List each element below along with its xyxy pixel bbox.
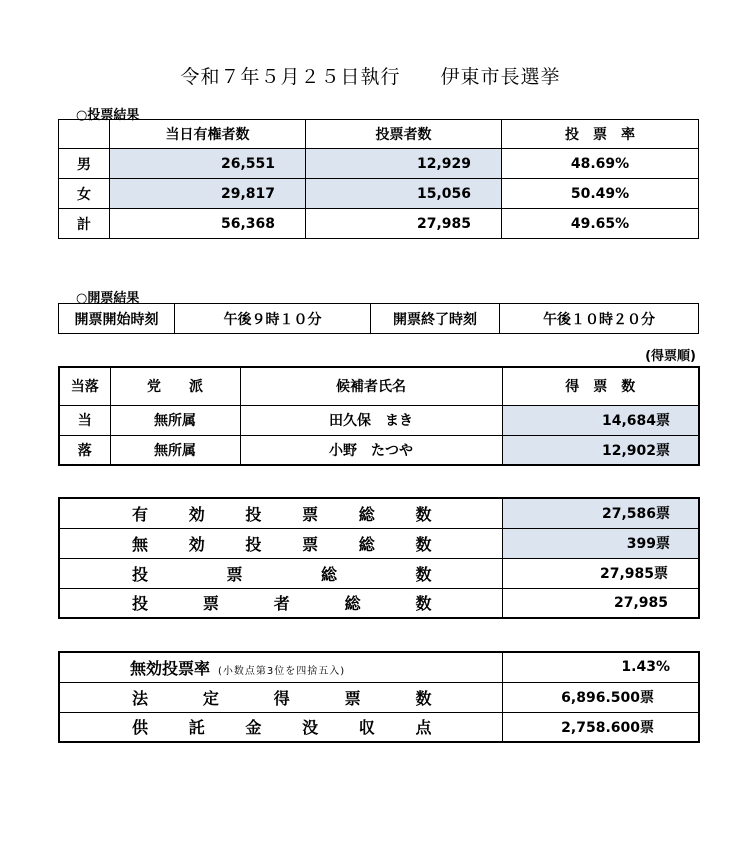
label-char: 票 <box>302 534 319 554</box>
order-note: (得票順) <box>645 349 696 364</box>
total-label <box>59 528 502 558</box>
label-char: 託 <box>188 718 205 738</box>
misc-table <box>58 651 700 743</box>
candidate-name: 田久保 まき <box>240 405 502 435</box>
legal-votes-value: 6,896.500票 <box>502 682 699 712</box>
total-votes-label <box>60 562 502 585</box>
label-char: 者 <box>273 594 290 614</box>
total-votes-value: 27,985票 <box>502 558 699 588</box>
invalid-rate-note: (小数点第3位を四捨五入) <box>218 665 346 677</box>
result-cell: 落 <box>59 435 110 465</box>
total-label <box>59 558 502 588</box>
invalid-rate-value: 1.43% <box>502 652 699 682</box>
vote-count: 14,684票 <box>502 405 699 435</box>
count-end-time: 午後１０時２０分 <box>500 304 699 334</box>
total-voters-value: 27,985 <box>502 588 699 618</box>
label-char: 総 <box>344 594 361 614</box>
label-char: 効 <box>188 534 205 554</box>
deposit-value: 2,758.600票 <box>502 712 699 742</box>
label-char: 得 <box>273 688 290 708</box>
label-char: 投 <box>132 564 149 584</box>
header-cell: 候補者氏名 <box>240 367 502 405</box>
label-char: 投 <box>245 504 262 524</box>
header-cell <box>59 120 110 149</box>
result-cell: 当 <box>59 405 110 435</box>
label-char: 定 <box>202 688 219 708</box>
table-row <box>59 149 699 179</box>
table-row <box>59 652 699 682</box>
label-char: 供 <box>132 718 149 738</box>
label-char: 有 <box>132 504 149 524</box>
turnout-rate: 48.69% <box>502 149 699 179</box>
total-voters-label <box>60 591 502 614</box>
label-char: 金 <box>245 718 262 738</box>
header-cell: 当日有権者数 <box>110 120 306 149</box>
header-cell: 投票者数 <box>306 120 502 149</box>
header-cell: 党 派 <box>110 367 240 405</box>
party-cell: 無所属 <box>110 435 240 465</box>
count-section-label: ○開票結果 <box>76 291 140 306</box>
count-time-table <box>58 303 699 334</box>
label-char: 投 <box>132 594 149 614</box>
count-start-time: 午後９時１０分 <box>175 304 371 334</box>
vote-section-label: ○投票結果 <box>76 108 140 123</box>
eligible-count: 29,817 <box>110 179 306 209</box>
voter-count: 12,929 <box>306 149 502 179</box>
table-row <box>59 712 699 742</box>
label-char: 法 <box>132 688 149 708</box>
vote-results-table <box>58 119 699 239</box>
table-row <box>59 528 699 558</box>
count-end-label: 開票終了時刻 <box>371 304 500 334</box>
label-char: 投 <box>245 534 262 554</box>
label-char: 票 <box>226 564 243 584</box>
label-char: 効 <box>188 504 205 524</box>
page-title: 令和７年５月２５日執行 伊東市長選挙 <box>180 66 561 88</box>
label-char: 総 <box>358 504 375 524</box>
deposit-label <box>60 715 502 738</box>
label-char: 票 <box>302 504 319 524</box>
label-char: 収 <box>358 718 375 738</box>
table-row <box>59 304 699 334</box>
legal-votes-label <box>60 686 502 709</box>
eligible-count: 26,551 <box>110 149 306 179</box>
invalid-rate-label-cell <box>59 652 502 682</box>
table-row <box>59 405 699 435</box>
label-char: 数 <box>415 564 432 584</box>
label-char: 総 <box>320 564 337 584</box>
table-row <box>59 682 699 712</box>
eligible-count: 56,368 <box>110 209 306 239</box>
header-cell: 投 票 率 <box>502 120 699 149</box>
voter-count: 15,056 <box>306 179 502 209</box>
table-row <box>59 558 699 588</box>
vote-count: 12,902票 <box>502 435 699 465</box>
totals-table <box>58 497 700 619</box>
count-start-label: 開票開始時刻 <box>59 304 175 334</box>
table-row <box>59 209 699 239</box>
label-char: 数 <box>415 504 432 524</box>
valid-votes-label <box>60 502 502 525</box>
candidates-table <box>58 366 700 466</box>
label-char: 没 <box>302 718 319 738</box>
row-label: 計 <box>59 209 110 239</box>
label-char: 数 <box>415 534 432 554</box>
voter-count: 27,985 <box>306 209 502 239</box>
label-char: 数 <box>415 594 432 614</box>
table-row <box>59 498 699 528</box>
row-label: 男 <box>59 149 110 179</box>
invalid-votes-value: 399票 <box>502 528 699 558</box>
legal-votes-label-cell <box>59 682 502 712</box>
turnout-rate: 49.65% <box>502 209 699 239</box>
table-header-row <box>59 120 699 149</box>
row-label: 女 <box>59 179 110 209</box>
header-cell: 得 票 数 <box>502 367 699 405</box>
label-char: 点 <box>415 718 432 738</box>
table-row <box>59 179 699 209</box>
total-label <box>59 588 502 618</box>
label-char: 数 <box>415 688 432 708</box>
candidate-name: 小野 たつや <box>240 435 502 465</box>
label-char: 総 <box>358 534 375 554</box>
valid-votes-value: 27,586票 <box>502 498 699 528</box>
invalid-votes-label <box>60 532 502 555</box>
total-label <box>59 498 502 528</box>
header-cell: 当落 <box>59 367 110 405</box>
table-row <box>59 435 699 465</box>
label-char: 票 <box>202 594 219 614</box>
turnout-rate: 50.49% <box>502 179 699 209</box>
deposit-label-cell <box>59 712 502 742</box>
party-cell: 無所属 <box>110 405 240 435</box>
table-header-row <box>59 367 699 405</box>
label-char: 票 <box>344 688 361 708</box>
invalid-rate-label: 無効投票率 <box>130 658 211 678</box>
label-char: 無 <box>132 534 149 554</box>
table-row <box>59 588 699 618</box>
